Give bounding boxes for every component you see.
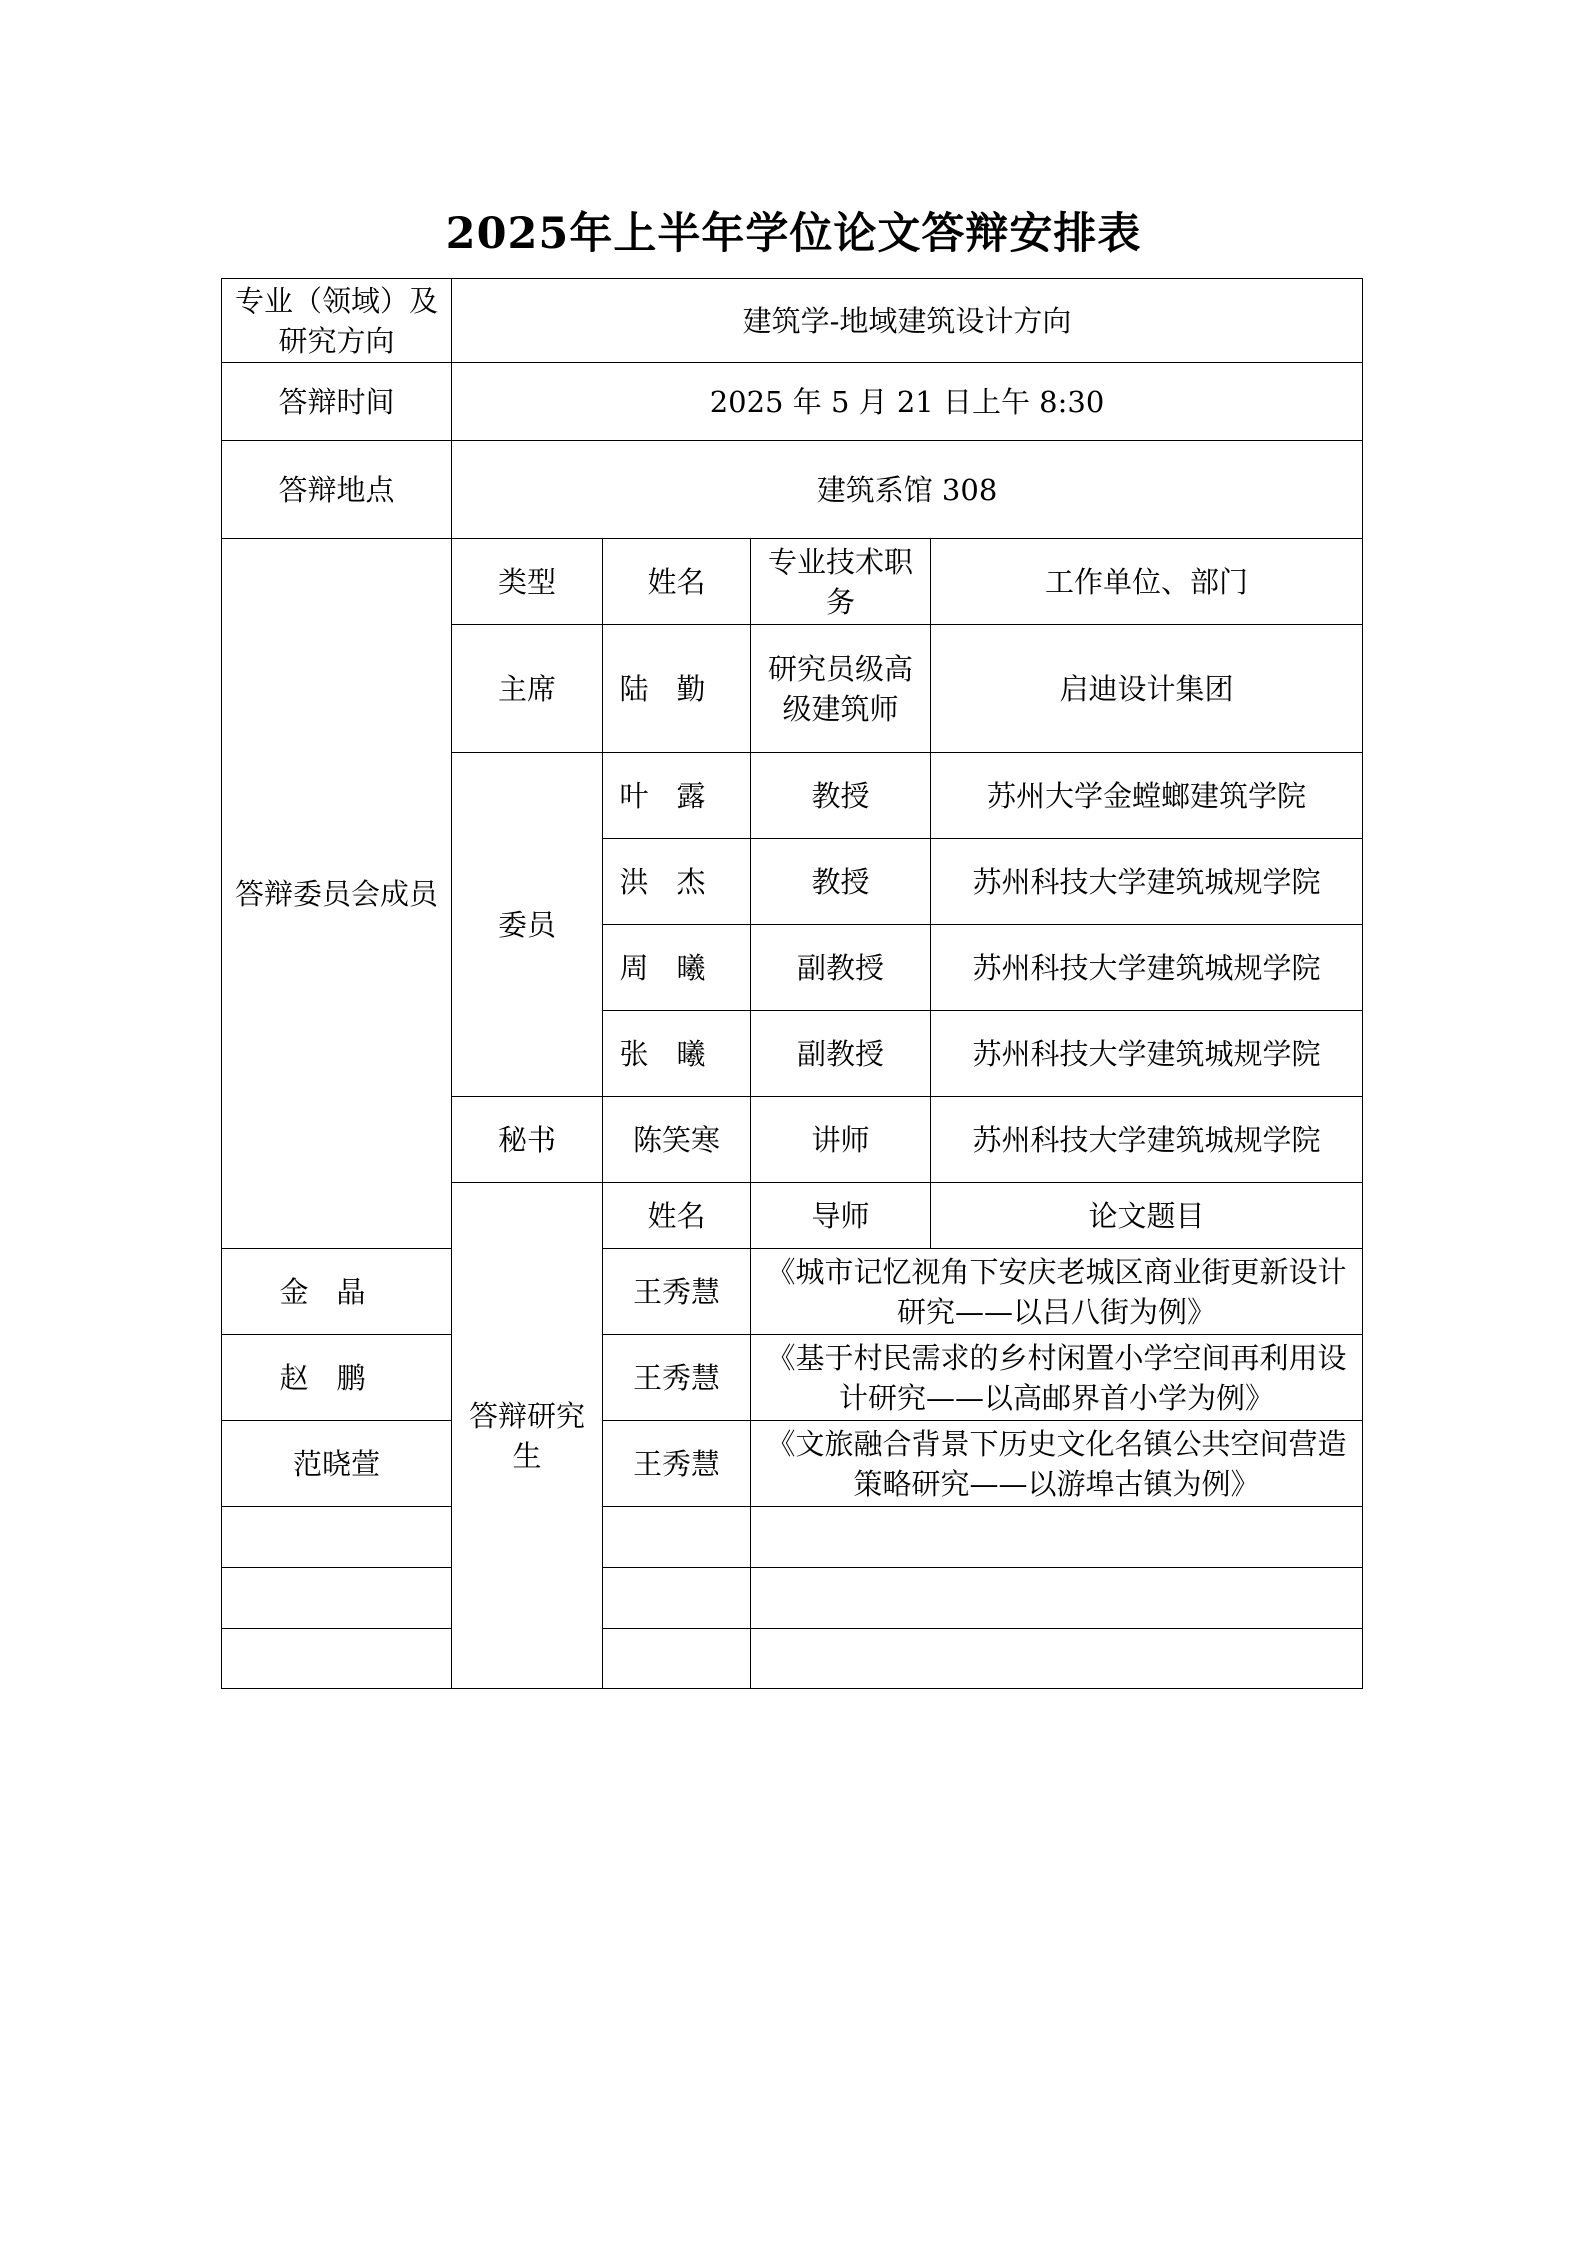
committee-header-affiliation: 工作单位、部门 [931,539,1363,625]
student-row [222,1421,1363,1507]
empty-cell [222,1507,452,1568]
student-thesis-title: 《基于村民需求的乡村闲置小学空间再利用设计研究——以高邮界首小学为例》 [751,1335,1363,1421]
member-title: 副教授 [751,925,931,1011]
chair-name: 陆勤 [603,625,751,753]
defense-schedule-table [221,278,1363,1689]
defense-location-row [222,441,1363,539]
committee-header-name: 姓名 [603,539,751,625]
empty-cell [751,1568,1363,1629]
empty-student-row [222,1629,1363,1689]
committee-header-type: 类型 [452,539,603,625]
empty-cell [603,1507,751,1568]
students-header-advisor: 导师 [751,1183,931,1249]
members-type: 委员 [452,753,603,1097]
defense-location-label: 答辩地点 [222,441,452,539]
member-title: 教授 [751,753,931,839]
member-name: 张曦 [603,1011,751,1097]
secretary-type: 秘书 [452,1097,603,1183]
empty-cell [603,1629,751,1689]
empty-cell [603,1568,751,1629]
secretary-affiliation: 苏州科技大学建筑城规学院 [931,1097,1363,1183]
student-thesis-title: 《城市记忆视角下安庆老城区商业街更新设计研究——以吕八街为例》 [751,1249,1363,1335]
student-row [222,1335,1363,1421]
defense-location-value: 建筑系馆 308 [452,441,1363,539]
member-affiliation: 苏州科技大学建筑城规学院 [931,1011,1363,1097]
member-name: 周曦 [603,925,751,1011]
secretary-title: 讲师 [751,1097,931,1183]
member-title: 副教授 [751,1011,931,1097]
member-affiliation: 苏州科技大学建筑城规学院 [931,839,1363,925]
student-name: 赵鹏 [222,1335,452,1421]
empty-cell [751,1507,1363,1568]
major-value: 建筑学-地域建筑设计方向 [452,279,1363,363]
students-header-thesis: 论文题目 [931,1183,1363,1249]
member-name: 洪杰 [603,839,751,925]
student-row [222,1249,1363,1335]
chair-type: 主席 [452,625,603,753]
empty-cell [222,1629,452,1689]
page-title: 2025年上半年学位论文答辩安排表 [445,209,1142,259]
empty-student-row [222,1568,1363,1629]
student-name: 金晶 [222,1249,452,1335]
defense-time-row [222,363,1363,441]
student-advisor: 王秀慧 [603,1421,751,1507]
member-affiliation: 苏州大学金螳螂建筑学院 [931,753,1363,839]
empty-cell [751,1629,1363,1689]
student-advisor: 王秀慧 [603,1335,751,1421]
defense-time-label: 答辩时间 [222,363,452,441]
major-label: 专业（领域）及研究方向 [222,279,452,363]
empty-student-row [222,1507,1363,1568]
secretary-name: 陈笑寒 [603,1097,751,1183]
member-affiliation: 苏州科技大学建筑城规学院 [931,925,1363,1011]
defense-time-value: 2025 年 5 月 21 日上午 8:30 [452,363,1363,441]
committee-label: 答辩委员会成员 [222,539,452,1249]
chair-title: 研究员级高级建筑师 [751,625,931,753]
major-row [222,279,1363,363]
committee-header-title: 专业技术职务 [751,539,931,625]
member-name: 叶露 [603,753,751,839]
students-label: 答辩研究生 [452,1183,603,1689]
students-header-name: 姓名 [603,1183,751,1249]
student-name: 范晓萱 [222,1421,452,1507]
chair-affiliation: 启迪设计集团 [931,625,1363,753]
empty-cell [222,1568,452,1629]
student-thesis-title: 《文旅融合背景下历史文化名镇公共空间营造策略研究——以游埠古镇为例》 [751,1421,1363,1507]
member-title: 教授 [751,839,931,925]
committee-header-row [222,539,1363,625]
student-advisor: 王秀慧 [603,1249,751,1335]
